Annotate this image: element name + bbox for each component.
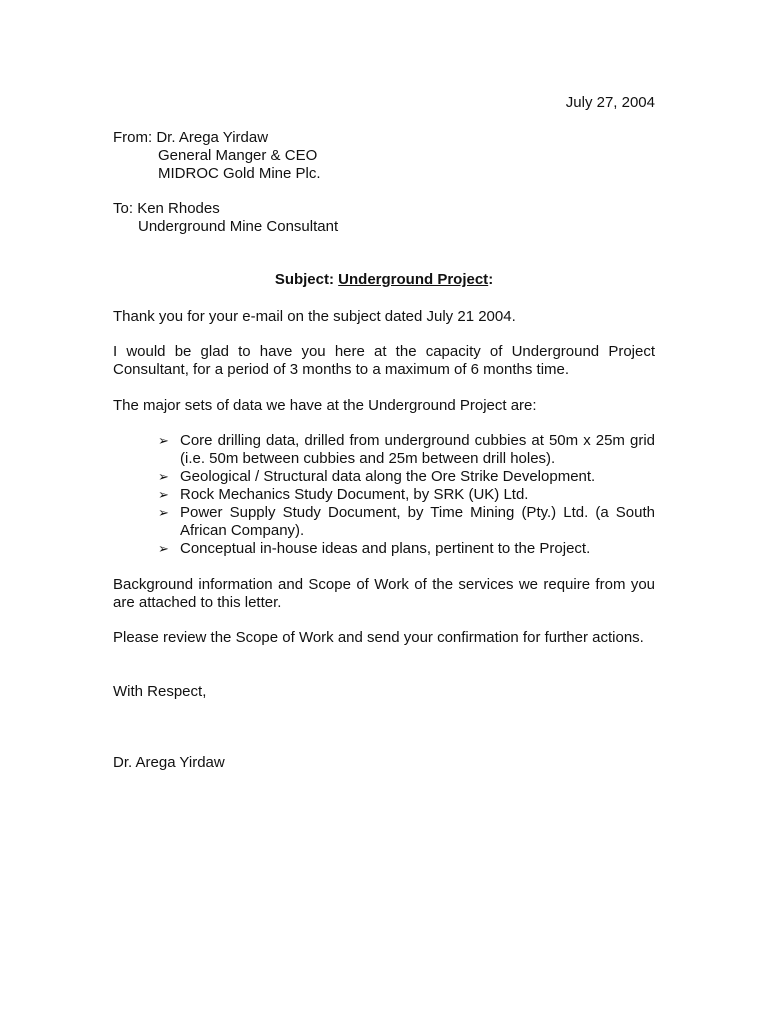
list-item-text: Power Supply Study Document, by Time Mining (Pty.) Ltd. (a South African Company). xyxy=(180,504,655,539)
list-item xyxy=(113,468,655,486)
from-block xyxy=(113,129,655,183)
arrow-bullet-icon: ➢ xyxy=(158,469,169,484)
closing: With Respect, xyxy=(113,683,207,700)
bullet-list xyxy=(113,432,655,558)
paragraph-offer: I would be glad to have you here at the capacity of Underground Project Consultant, for a period of 3 months to a maximum of 6 months time. xyxy=(113,343,655,378)
from-label: From: xyxy=(113,129,153,146)
subject-label: Subject: xyxy=(274,271,334,288)
from-line xyxy=(113,129,655,147)
arrow-bullet-icon: ➢ xyxy=(158,541,169,556)
list-item xyxy=(113,540,655,558)
subject-text: Underground Project xyxy=(338,271,489,288)
from-title: General Manger & CEO xyxy=(158,147,318,164)
signature-name: Dr. Arega Yirdaw xyxy=(113,754,225,771)
paragraph-thanks: Thank you for your e-mail on the subject dated July 21 2004. xyxy=(113,308,516,325)
to-line xyxy=(113,200,655,218)
to-name: Ken Rhodes xyxy=(137,200,220,217)
data-list xyxy=(113,432,655,558)
list-item-text: Rock Mechanics Study Document, by SRK (UK) Ltd. xyxy=(180,486,529,503)
list-item-text: Core drilling data, drilled from underground cubbies at 50m x 25m grid (i.e. 50m between cubbies and 25m between drill holes). xyxy=(180,432,655,467)
letter-date: July 27, 2004 xyxy=(565,94,655,111)
paragraph-data-intro: The major sets of data we have at the Underground Project are: xyxy=(113,397,537,414)
list-item-text: Geological / Structural data along the Ore Strike Development. xyxy=(180,468,596,485)
arrow-bullet-icon: ➢ xyxy=(158,505,169,520)
to-label: To: xyxy=(113,200,134,217)
paragraph-request: Please review the Scope of Work and send your confirmation for further actions. xyxy=(113,629,644,646)
to-title: Underground Mine Consultant xyxy=(138,218,339,235)
subject-colon: : xyxy=(488,271,494,288)
list-item xyxy=(113,486,655,504)
to-block xyxy=(113,200,655,236)
subject-line xyxy=(113,271,655,289)
from-company: MIDROC Gold Mine Plc. xyxy=(158,165,321,182)
from-name: Dr. Arega Yirdaw xyxy=(156,129,269,146)
paragraph-background: Background information and Scope of Work of the services we require from you are attached to this letter. xyxy=(113,576,655,611)
arrow-bullet-icon: ➢ xyxy=(158,487,169,502)
list-item-text: Conceptual in-house ideas and plans, pertinent to the Project. xyxy=(180,540,591,557)
list-item xyxy=(113,504,655,540)
list-item xyxy=(113,432,655,468)
arrow-bullet-icon: ➢ xyxy=(158,433,169,448)
